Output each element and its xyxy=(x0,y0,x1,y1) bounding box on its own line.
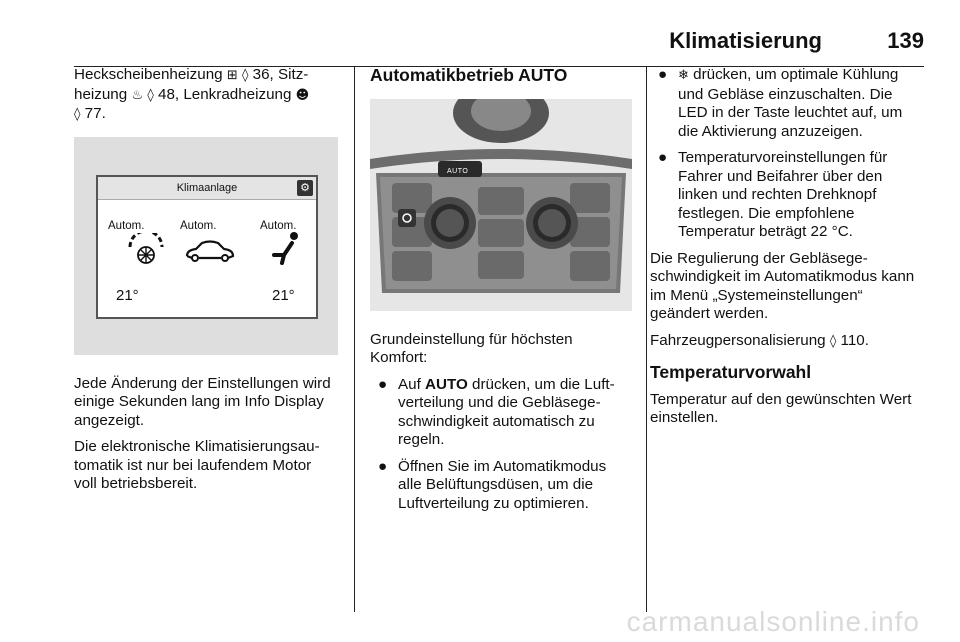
column-2 xyxy=(370,66,634,521)
intro-ref3: 77. xyxy=(84,105,106,122)
rear-window-heating-icon: ⊞ xyxy=(226,68,238,83)
column-divider-1 xyxy=(354,66,355,612)
bullet-cooling xyxy=(650,66,926,141)
intro-ref1: 36, Sitz- xyxy=(252,66,309,83)
ref-arrow-icon: ◊ xyxy=(241,68,249,83)
column-3 xyxy=(650,66,926,436)
page-header xyxy=(74,22,924,52)
bullet-auto xyxy=(370,376,634,450)
bullet-temperature-text: Temperaturvoreinstellungen für Fahrer und Beifahrer über den linken und rechten Drehknopf festlegen. Die empfohlene Temperatur beträgt 22 °C. xyxy=(678,149,888,240)
fan-icon xyxy=(126,233,166,267)
info-display-screen xyxy=(96,175,318,319)
seat-auto-label: Autom. xyxy=(260,219,297,232)
intro-paragraph xyxy=(74,66,338,125)
bullet-vents-text: Öffnen Sie im Automatikmodus alle Belüftungsdüsen, um die Luftverteilung zu optimieren. xyxy=(398,457,607,512)
control-panel-figure xyxy=(370,99,632,311)
ref-arrow-icon: ◊ xyxy=(829,333,837,349)
personalisation-ref: 110. xyxy=(840,331,869,349)
header-title: Klimatisierung xyxy=(669,28,822,53)
steering-wheel-heating-icon: ☻ xyxy=(295,87,310,103)
paragraph-fan-speed: Die Regulierung der Gebläsegeschwindigkeit im Automatikmodus kann im Menü „Systemeinstellungen“ geändert werden. xyxy=(650,249,915,322)
car-icon xyxy=(184,239,236,263)
bullet-auto-post: drücken, um die Luftverteilung und die Gebläsegeschwindigkeit automatisch zu regeln. xyxy=(398,375,615,448)
seat-heating-icon: ♨ xyxy=(131,87,144,103)
screen-header xyxy=(98,177,316,200)
section-heading-temperature: Temperaturvorwahl xyxy=(650,362,812,382)
temp-left: 21° xyxy=(116,286,139,304)
seat-icon xyxy=(270,231,304,267)
paragraph-2: Die elektronische Klimatisierungsautomatik ist nur bei laufendem Motor voll betriebsbereit. xyxy=(74,438,320,492)
column-1 xyxy=(74,66,338,502)
distribution-auto-label: Autom. xyxy=(180,219,217,232)
control-panel-drawing xyxy=(370,99,632,311)
screen-title: Klimaanlage xyxy=(176,181,238,194)
auto-key-text: AUTO xyxy=(425,375,468,393)
bullet-cooling-text: drücken, um optimale Kühlung und Gebläse einzuschalten. Die LED in der Taste leuchtet auf, um die Aktivierung anzuzeigen. xyxy=(678,66,903,140)
personalisation-text: Fahrzeugpersonalisierung xyxy=(650,331,826,349)
intro-text-a: Heckscheibenheizung xyxy=(74,66,223,83)
paragraph-temperature: Temperatur auf den gewünschten Wert einstellen. xyxy=(650,390,912,426)
ac-snowflake-icon: ❄ xyxy=(678,68,689,83)
paragraph-1: Jede Änderung der Einstellungen wird einige Sekunden lang im Info Display angezeigt. xyxy=(74,374,331,429)
fan-auto-label: Autom. xyxy=(108,219,145,232)
intro-ref2: 48, Lenkradheizung xyxy=(158,85,292,103)
ref-arrow-icon: ◊ xyxy=(147,87,154,103)
section-heading-auto: Automatikbetrieb AUTO xyxy=(370,65,568,85)
bullet-temperature xyxy=(650,149,926,242)
intro-text-b: heizung xyxy=(74,85,128,103)
bullet-icon: ● xyxy=(378,375,388,393)
settings-icon: ⚙ xyxy=(297,180,313,196)
bullet-icon: ● xyxy=(658,66,668,83)
paragraph-comfort: Grundeinstellung für höchsten Komfort: xyxy=(370,330,573,366)
ref-arrow-icon: ◊ xyxy=(74,107,81,122)
bullet-auto-pre: Auf xyxy=(398,375,421,393)
auto-button-label: AUTO xyxy=(447,167,469,175)
column-divider-2 xyxy=(646,66,647,612)
bullet-icon: ● xyxy=(658,149,668,166)
bullet-icon: ● xyxy=(378,457,388,475)
temp-right: 21° xyxy=(272,286,295,304)
climate-display-figure xyxy=(74,137,338,355)
paragraph-personalisation xyxy=(650,332,926,352)
watermark: carmanualsonline.info xyxy=(626,606,920,637)
page-number: 139 xyxy=(887,28,924,53)
bullet-vents xyxy=(370,458,634,514)
